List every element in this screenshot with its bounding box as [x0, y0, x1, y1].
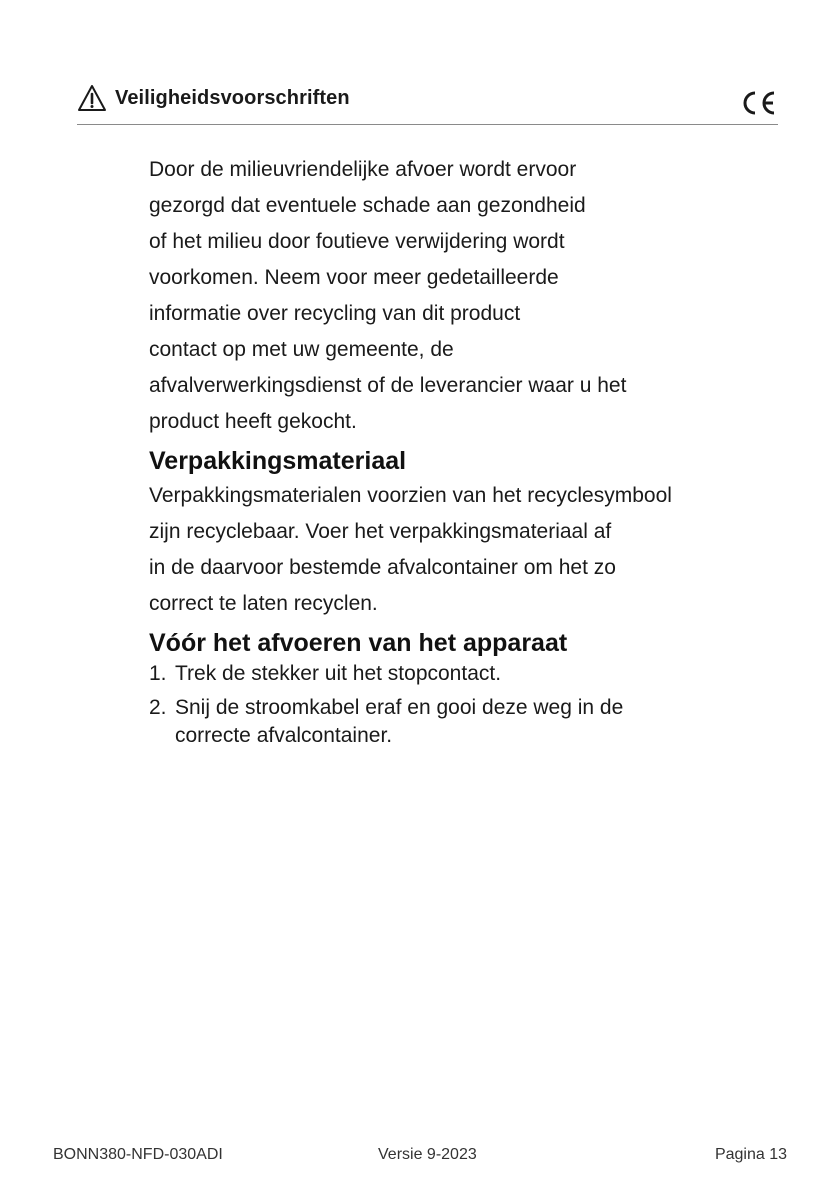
- packaging-line: zijn recyclebaar. Voer het verpakkingsmateriaal af: [149, 520, 612, 543]
- packaging-line: correct te laten recyclen.: [149, 592, 378, 615]
- step-number: 1.: [149, 662, 167, 685]
- intro-line: informatie over recycling van dit product: [149, 302, 521, 325]
- header-divider: [77, 124, 778, 125]
- disposal-steps-list: [149, 660, 789, 750]
- packaging-heading: Verpakkingsmateriaal: [149, 447, 407, 475]
- page-title: Veiligheidsvoorschriften: [115, 86, 350, 109]
- intro-line: product heeft gekocht.: [149, 410, 357, 433]
- main-content: [149, 152, 789, 756]
- intro-line: voorkomen. Neem voor meer gedetailleerde: [149, 266, 559, 289]
- list-item: [149, 660, 789, 688]
- step-line: Trek de stekker uit het stopcontact.: [175, 662, 502, 685]
- warning-triangle-icon: [77, 84, 107, 112]
- list-item: [149, 694, 789, 750]
- step-line: correcte afvalcontainer.: [175, 724, 393, 747]
- packaging-paragraph: [149, 478, 789, 622]
- footer-page-number: Pagina 13: [714, 1146, 787, 1163]
- step-number: 2.: [149, 696, 167, 719]
- page-footer: [53, 1146, 787, 1170]
- intro-line: contact op met uw gemeente, de: [149, 338, 454, 361]
- page-header: [77, 84, 778, 124]
- intro-line: of het milieu door foutieve verwijdering wordt: [149, 230, 565, 253]
- step-text: [175, 694, 623, 750]
- intro-line: afvalverwerkingsdienst of de leverancier waar u het: [149, 374, 627, 397]
- step-line: Snij de stroomkabel eraf en gooi deze weg in de: [175, 696, 624, 719]
- disposal-heading: Vóór het afvoeren van het apparaat: [149, 629, 568, 657]
- intro-line: Door de milieuvriendelijke afvoer wordt ervoor: [149, 158, 577, 181]
- intro-line: gezorgd dat eventuele schade aan gezondheid: [149, 194, 586, 217]
- footer-model: BONN380-NFD-030ADI: [53, 1146, 223, 1163]
- ce-mark-icon: [738, 88, 778, 118]
- footer-version: Versie 9-2023: [378, 1146, 477, 1163]
- packaging-line: in de daarvoor bestemde afvalcontainer om het zo: [149, 556, 616, 579]
- intro-paragraph: [149, 152, 789, 440]
- step-text: [175, 660, 501, 688]
- packaging-line: Verpakkingsmaterialen voorzien van het recyclesymbool: [149, 484, 672, 507]
- header-title-group: [77, 84, 350, 112]
